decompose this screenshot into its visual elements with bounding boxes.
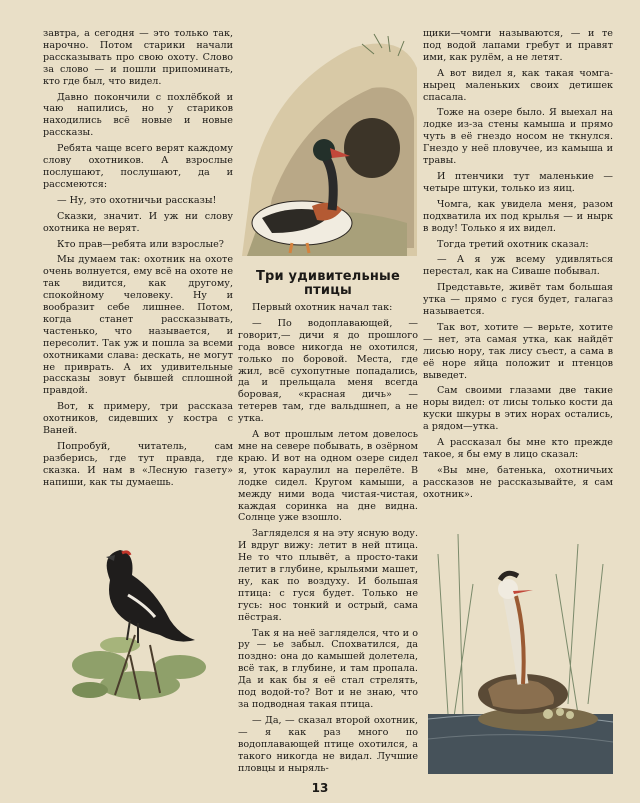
paragraph: Так вот, хотите — верьте, хотите — нет, эта самая утка, как найдёт лисью нору, так лису съест, а сама в её норе яйца положит и птенцов выведет.	[423, 321, 613, 381]
paragraph: Попробуй, читатель, сам разберись, где тут правда, где сказка. И нам в «Лесную газету» напиши, как ты думаешь.	[43, 441, 233, 488]
paragraph: «Вы мне, батенька, охотничьих рассказов не рассказывайте, я сам охотник».	[423, 464, 613, 500]
paragraph: Так я на неё загляделся, что и о ру — ье забыл. Спохватился, да поздно: она до камышей долетела, всё так, в глубине, и там пропала. Да и как бы я её стал стрелять, под водой-то? Вот и не знаю, что за подводная такая птица.	[238, 627, 418, 710]
paragraph: А вот прошлым летом довелось мне на севере побывать, в озёрном краю. И вот на одном озере сидел я, уток караулил на перелёте. В лодке сидел. Кругом камыши, а между ними вода чистая-чистая, каждая соринка на дне видна. Солнце уже взошло.	[238, 429, 418, 524]
story-title: Три удивительные птицы	[255, 269, 401, 298]
column-right	[423, 28, 613, 505]
paragraph: — По водоплавающей, — говорит,— дичи я до прошлого года вовсе никогда не охотился, только по боровой. Места, где жил, всё сухопутные попадались, да и прельщала меня всегда боровая, «красная дичь» — тетерев там, где вальдшнеп, а не утка.	[238, 317, 418, 425]
paragraph: щики—чомги называются, — и те под водой лапами гребут и правят ими, как рулём, а не летят.	[423, 28, 613, 63]
paragraph: Кто прав—ребята или взрослые?	[57, 238, 224, 250]
paragraph: А рассказал бы мне кто прежде такое, я бы ему в лицо сказал:	[423, 437, 613, 460]
paragraph: — Да, — сказал второй охотник,— я как раз много по водоплавающей птице охотился, а такого никогда не видал. Лучшие пловцы и ныряль-	[238, 714, 418, 774]
paragraph: Представьте, живёт там большая утка — прямо с гуся будет, галагаз называется.	[423, 282, 613, 318]
paragraph: Мы думаем так: охотник на охоте очень волнуется, ему всё на охоте не так видится, как другому, спокойному человеку. Ну и вообразит себе лишнее. Потом, когда станет рассказывать, частенько, что называется, и пересолит. Так уж и пошла за всеми охотниками слава: дескать, не могут не приврать. А их удивительные рассказы зовут бывшей сплошной правдой.	[43, 254, 233, 397]
paragraph: А вот видел я, как такая чомга-нырец маленьких своих детишек спасала.	[423, 67, 613, 103]
paragraph: Давно покончили с похлёбкой и чаю напились, но у стариков находились всё новые и новые рассказы.	[43, 91, 233, 139]
paragraph: Загляделся я на эту ясную воду. И вдруг вижу: летит в ней птица. Не то что плывёт, а просто-таки летит в глубине, крыльями машет, ну, как по воздуху. И большая птица: с гуся будет. Только не гусь: нос тонкий и острый, сама пёстрая.	[238, 528, 418, 623]
page-number: 13	[311, 781, 329, 795]
paragraph: Тогда третий охотник сказал:	[437, 238, 589, 250]
paragraph: — Ну, это охотничьи рассказы!	[57, 194, 217, 206]
paragraph: Тоже на озере было. Я выехал на лодке из-за стены камыша и прямо чуть в её гнездо носом не ткнулся. Гнездо у неё пловучее, из камыша и травы.	[423, 107, 613, 167]
paragraph: Ребята чаще всего верят каждому слову охотников. А взрослые послушают, послушают, да и рассмеются:	[43, 143, 233, 190]
paragraph: И птенчики тут маленькие — четыре штуки, только из яиц.	[423, 170, 613, 194]
column-left	[43, 28, 233, 493]
paragraph: Вот, к примеру, три рассказа охотников, сидевших у костра с Ваней.	[43, 401, 233, 437]
shelduck-illustration	[232, 28, 422, 256]
paragraph: Сам своими глазами две такие норы видел: от лисы только кости да куски шкуры в этих норах остались, а рядом—утка.	[423, 385, 613, 433]
grebe-illustration	[428, 514, 613, 774]
paragraph: Первый охотник начал так:	[252, 302, 393, 313]
column-middle	[238, 270, 418, 778]
paragraph: Сказки, значит. И уж ни слову охотника не верят.	[43, 210, 233, 234]
paragraph: завтра, а сегодня — это только так, нарочно. Потом старики начали рассказывать про свою охоту. Слово за слово — и пошли припоминать, кто где был, что видел.	[43, 28, 233, 87]
paragraph: — А я уж всему удивляться перестал, как на Сиваше побывал.	[423, 254, 613, 278]
paragraph: Чомга, как увидела меня, разом подхватила их под крылья — и нырк в воду! Только я их видел.	[423, 198, 613, 234]
black-grouse-illustration	[60, 535, 220, 705]
